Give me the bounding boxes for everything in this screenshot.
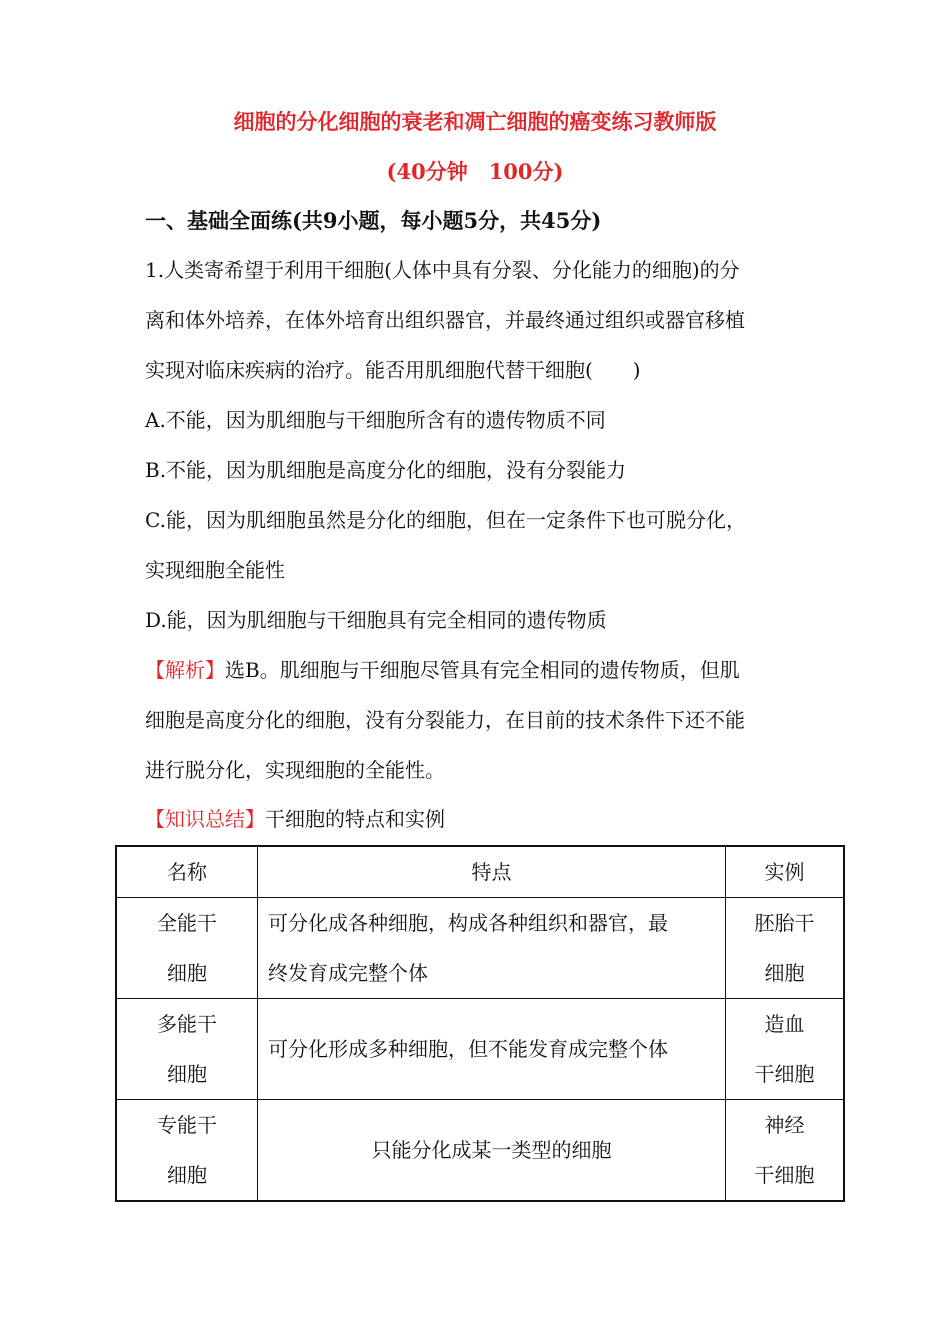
table-header: 名称 — [116, 846, 258, 898]
table-header-row — [116, 846, 844, 898]
table-cell-feature — [258, 999, 726, 1100]
question-line: 实现对临床疾病的治疗。能否用肌细胞代替干细胞( ) — [145, 358, 641, 382]
cell-line: 细胞 — [167, 1163, 207, 1187]
table-row — [116, 1100, 844, 1202]
cell-line: 干细胞 — [754, 1062, 815, 1086]
analysis-label: 【解析】 — [145, 658, 225, 682]
cell-line: 多能干 — [157, 1012, 217, 1036]
question-line: 1.人类寄希望于利用干细胞(人体中具有分裂、分化能力的细胞)的分 — [145, 258, 740, 282]
knowledge-label: 【知识总结】 — [145, 807, 265, 831]
option-a: A.不能，因为肌细胞与干细胞所含有的遗传物质不同 — [145, 408, 606, 432]
cell-line: 细胞 — [764, 961, 805, 985]
table-cell-name — [116, 898, 258, 999]
cell-line: 神经 — [764, 1113, 805, 1137]
cell-line: 全能干 — [157, 911, 217, 935]
table-cell-feature — [258, 898, 726, 999]
cell-line: 胚胎干 — [754, 911, 815, 935]
table-row — [116, 999, 844, 1100]
cell-line: 造血 — [764, 1012, 805, 1036]
page-subtitle: (40分钟 100分) — [386, 159, 564, 184]
section-heading: 一、基础全面练(共9小题，每小题5分，共45分) — [145, 208, 602, 233]
cell-line: 细胞 — [167, 1062, 207, 1086]
option-b: B.不能，因为肌细胞是高度分化的细胞，没有分裂能力 — [145, 458, 627, 482]
option-c: C.能，因为肌细胞虽然是分化的细胞，但在一定条件下也可脱分化， — [145, 508, 746, 532]
table-cell-example — [726, 999, 845, 1100]
cell-line: 干细胞 — [754, 1163, 815, 1187]
cell-line: 终发育成完整个体 — [268, 961, 428, 985]
knowledge-summary — [145, 794, 445, 844]
stem-cell-table — [115, 845, 845, 1202]
option-d: D.能，因为肌细胞与干细胞具有完全相同的遗传物质 — [145, 608, 607, 632]
table-cell-example — [726, 898, 845, 999]
table-header: 实例 — [726, 846, 845, 898]
analysis-text: 选B。肌细胞与干细胞尽管具有完全相同的遗传物质，但肌 — [225, 658, 740, 682]
cell-line: 专能干 — [157, 1113, 217, 1137]
cell-line: 可分化形成多种细胞，但不能发育成完整个体 — [268, 1037, 668, 1061]
option-c-continued: 实现细胞全能性 — [145, 558, 285, 582]
page-title: 细胞的分化细胞的衰老和凋亡细胞的癌变练习教师版 — [233, 109, 717, 134]
table-row — [116, 898, 844, 999]
question-line: 离和体外培养，在体外培育出组织器官，并最终通过组织或器官移植 — [145, 308, 745, 332]
knowledge-text: 干细胞的特点和实例 — [265, 807, 445, 831]
table-cell-name — [116, 1100, 258, 1202]
cell-line: 细胞 — [167, 961, 207, 985]
cell-line: 只能分化成某一类型的细胞 — [371, 1138, 612, 1162]
table-cell-feature — [258, 1100, 726, 1202]
table-cell-name — [116, 999, 258, 1100]
table-header: 特点 — [258, 846, 726, 898]
question-1 — [145, 245, 815, 795]
cell-line: 可分化成各种细胞，构成各种组织和器官，最 — [268, 911, 668, 935]
analysis-line — [145, 645, 815, 695]
analysis-line: 细胞是高度分化的细胞，没有分裂能力，在目前的技术条件下还不能 — [145, 708, 745, 732]
analysis-line: 进行脱分化，实现细胞的全能性。 — [145, 758, 445, 782]
table-cell-example — [726, 1100, 845, 1202]
